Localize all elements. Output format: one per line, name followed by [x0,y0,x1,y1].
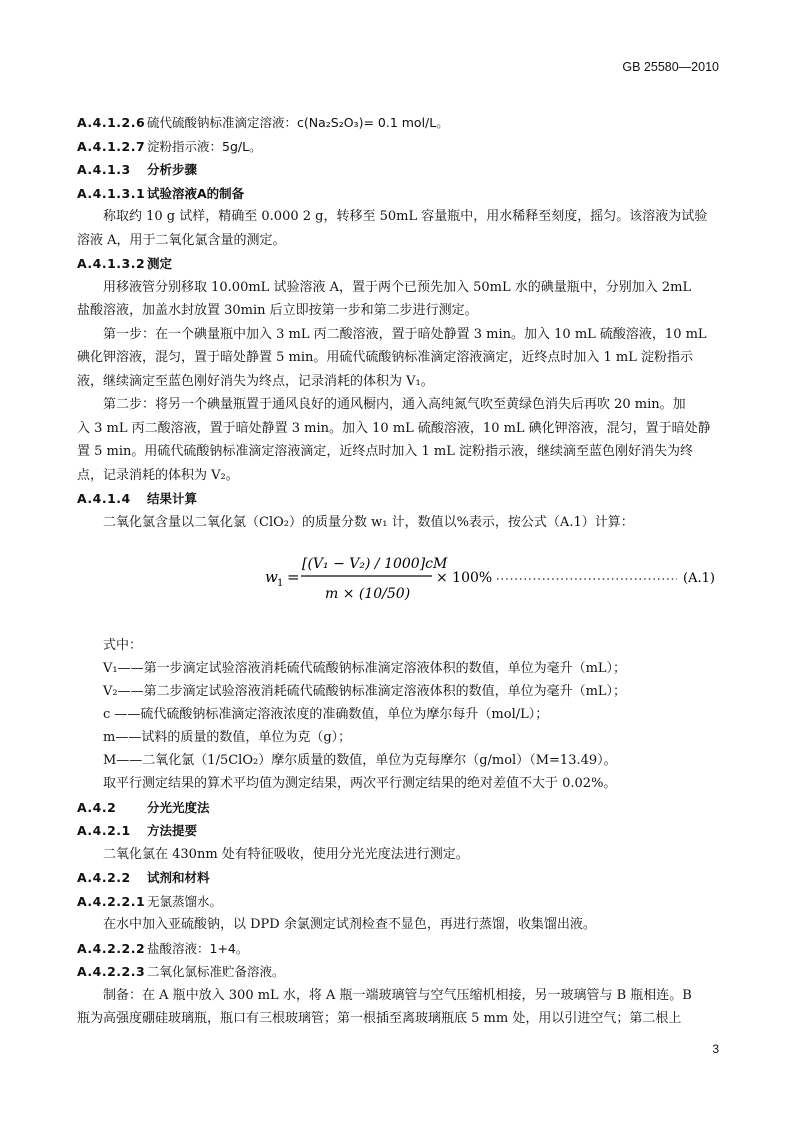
section-title: 无氯蒸馏水。 [147,893,223,909]
section-title: 盐酸溶液：1+4。 [147,940,249,956]
section-heading [77,866,717,890]
paragraph-line: 第一步：在一个碘量瓶中加入 3 mL 丙二酸溶液，置于暗处静置 3 min。加入 10 mL 硫酸溶液，10 mL [103,326,707,342]
formula-lhs: w [265,568,278,586]
formula-times-percent: × 100% [436,570,493,586]
section-title: 测定 [147,256,173,271]
section-heading [77,252,717,276]
section-number: A.4.2.2.1 [77,893,146,909]
section-heading [77,796,717,820]
section-number: A.4.1.3 [77,162,131,177]
paragraph-line: 第二步：将另一个碘量瓶置于通风良好的通风橱内，通入高纯氮气吹至黄绿色消失后再吹 20 min。加 [103,397,686,412]
section-title: 二氧化氯标准贮备溶液。 [147,964,285,979]
section-number: A.4.1.4 [77,491,131,506]
section-heading [77,182,717,206]
section-number: A.4.1.3.1 [77,185,146,201]
paragraph-line: 溶液 A，用于二氧化氯含量的测定。 [77,232,286,248]
section-heading [77,819,717,843]
section-title: 分析步骤 [147,162,198,177]
section-number: A.4.2 [77,799,117,815]
formula-equals: = [287,568,300,586]
section-number: A.4.1.2.7 [77,138,146,154]
paragraph-line: 二氧化氯含量以二氧化氯（ClO₂）的质量分数 w₁ 计，数值以%表示，按公式（A.1）计算： [103,514,634,530]
paragraph-line: 液，继续滴定至蓝色刚好消失为终点，记录消耗的体积为 V₁。 [77,373,434,389]
page-number: 3 [712,1042,719,1056]
standard-number: GB 25580—2010 [622,60,719,74]
formula-denominator: m × (10/50) [325,586,411,602]
section-heading [77,937,717,961]
paragraph-line: 碘化钾溶液，混匀，置于暗处静置 5 min。用硫代硫酸钠标准滴定溶液滴定，近终点时加入 1 mL 淀粉指示 [77,350,694,365]
paragraph-line: 瓶为高强度硼硅玻璃瓶，瓶口有三根玻璃管；第一根插至离玻璃瓶底 5 mm 处，用以引进空气；第二根上 [77,1011,682,1026]
paragraph-line: 入 3 mL 丙二酸溶液，置于暗处静置 3 min。加入 10 mL 硫酸溶液，10 mL 碘化钾溶液，混匀，置于暗处静 [77,420,711,436]
document-body [77,111,717,1031]
section-number: A.4.2.2 [77,870,131,885]
formula-a1 [77,534,717,616]
formula-graphic [77,534,717,616]
section-title: 淀粉指示液：5g/L。 [147,138,262,154]
variable-definition: m——试料的质量的数值，单位为克（g）； [103,730,352,745]
section-heading [77,135,717,159]
section-heading [77,111,717,135]
section-title: 分光光度法 [147,799,210,815]
section-heading [77,960,717,984]
paragraph-line: 点，记录消耗的体积为 V₂。 [77,467,239,483]
paragraph-line: 用移液管分别移取 10.00mL 试验溶液 A，置于两个已预先加入 50mL 水的碘量瓶中，分别加入 2mL [103,279,692,295]
section-heading [77,487,717,511]
section-title: 试验溶液A的制备 [147,185,245,201]
paragraph-line: 二氧化氯在 430nm 处有特征吸收，使用分光光度法进行测定。 [103,846,469,862]
variable-definition: V₁——第一步滴定试验溶液消耗硫代硫酸钠标准滴定溶液体积的数值，单位为毫升（mL）； [103,661,627,676]
section-number: A.4.2.2.3 [77,964,146,979]
paragraph-line: 制备：在 A 瓶中放入 300 mL 水，将 A 瓶一端玻璃管与空气压缩机相接，另一玻璃管与 B 瓶相连。B [103,987,692,1003]
section-number: A.4.2.2.2 [77,940,146,956]
paragraph-line: 取平行测定结果的算术平均值为测定结果，两次平行测定结果的绝对差值不大于 0.02%。 [103,776,617,791]
section-title: 试剂和材料 [147,870,210,885]
section-heading [77,158,717,182]
section-number: A.4.2.1 [77,823,131,838]
section-number: A.4.1.3.2 [77,256,146,271]
paragraph-line: 称取约 10 g 试样，精确至 0.000 2 g，转移至 50mL 容量瓶中，用水稀释至刻度，摇匀。该溶液为试验 [103,209,708,224]
section-number: A.4.1.2.6 [77,115,146,130]
where-label: 式中： [103,638,143,653]
spacer [77,616,717,634]
paragraph-line: 置 5 min。用硫代硫酸钠标准滴定溶液滴定，近终点时加入 1 mL 淀粉指示液，继续滴至蓝色刚好消失为终 [77,444,694,459]
paragraph-line: 盐酸溶液，加盖水封放置 30min 后立即按第一步和第二步进行测定。 [77,303,478,318]
section-title: 方法提要 [147,823,198,838]
formula-lhs-subscript: 1 [277,578,284,589]
section-heading [77,890,717,914]
variable-definition: c ——硫代硫酸钠标准滴定溶液浓度的准确数值，单位为摩尔每升（mol/L）； [103,707,549,722]
section-title: 硫代硫酸钠标准滴定溶液：c(Na₂S₂O₃)= 0.1 mol/L。 [147,115,449,130]
section-title: 结果计算 [147,491,198,506]
variable-definition: V₂——第二步滴定试验溶液消耗硫代硫酸钠标准滴定溶液体积的数值，单位为毫升（mL）； [103,684,627,699]
formula-label: (A.1) [683,571,715,586]
variable-definition: M——二氧化氯（1/5ClO₂）摩尔质量的数值，单位为克每摩尔（g/mol）（M=13.49）。 [103,753,617,768]
paragraph-line: 在水中加入亚硫酸钠，以 DPD 余氯测定试剂检查不显色，再进行蒸馏，收集馏出液。 [103,917,596,932]
formula-numerator: [(V₁ − V₂) / 1000]cM [302,556,448,572]
